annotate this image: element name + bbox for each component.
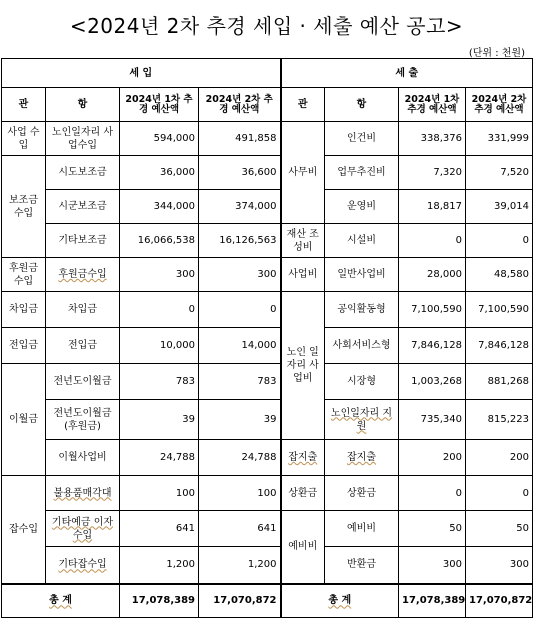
- income-hang-cell: 차입금: [46, 292, 120, 328]
- expense-total-label: 총 계: [281, 584, 399, 618]
- budget-table: [1, 58, 533, 618]
- income-value-cell: 491,858: [199, 122, 281, 156]
- expense-value-cell: 300: [466, 547, 533, 584]
- expense-value-cell: 39,014: [466, 190, 533, 224]
- income-hang-cell: 전년도이월금 (후원금): [46, 400, 120, 440]
- income-section-header: 세 입: [2, 59, 281, 88]
- income-hang-cell: 기타보조금: [46, 224, 120, 258]
- income-hang-cell: 전입금: [46, 328, 120, 364]
- page-title: <2024년 2차 추경 세입 · 세출 예산 공고>: [69, 14, 464, 38]
- expense-value-cell: 815,223: [466, 400, 533, 440]
- expense-value-cell: 0: [399, 224, 466, 258]
- income-value-cell: 36,000: [120, 156, 199, 190]
- expense-gwan-header: 관: [281, 88, 325, 122]
- income-gwan-header: 관: [2, 88, 46, 122]
- income-gwan-cell: 이월금: [2, 364, 46, 476]
- expense-value-cell: 7,100,590: [466, 292, 533, 328]
- expense-gwan-cell: 상환금: [281, 476, 325, 511]
- income-hang-cell: 노인일자리 사업수입: [46, 122, 120, 156]
- income-hang-cell: 이월사업비: [46, 440, 120, 476]
- expense-value-cell: 331,999: [466, 122, 533, 156]
- income-value-cell: 16,126,563: [199, 224, 281, 258]
- expense-hang-cell: 예비비: [325, 511, 399, 547]
- expense-hang-header: 항: [325, 88, 399, 122]
- expense-gwan-cell: 재산 조성비: [281, 224, 325, 258]
- expense-gwan-cell: 예비비: [281, 511, 325, 584]
- expense-value-cell: 7,320: [399, 156, 466, 190]
- expense-value-cell: 200: [399, 440, 466, 476]
- expense-hang-cell: 공익활동형: [325, 292, 399, 328]
- income-value-cell: 641: [120, 511, 199, 547]
- expense-hang-cell: 시장형: [325, 364, 399, 400]
- expense-total-value: 17,070,872: [466, 584, 533, 618]
- income-total-value: 17,078,389: [120, 584, 199, 618]
- expense-hang-cell: 상환금: [325, 476, 399, 511]
- income-gwan-cell: 후원금 수입: [2, 258, 46, 292]
- income-value-cell: 641: [199, 511, 281, 547]
- expense-value-cell: 0: [466, 476, 533, 511]
- income-col2-header: 2024년 2차 추경 예산액: [199, 88, 281, 122]
- income-value-cell: 344,000: [120, 190, 199, 224]
- income-value-cell: 39: [120, 400, 199, 440]
- expense-value-cell: 7,520: [466, 156, 533, 190]
- income-value-cell: 100: [199, 476, 281, 511]
- income-value-cell: 100: [120, 476, 199, 511]
- income-value-cell: 14,000: [199, 328, 281, 364]
- expense-col2-header: 2024년 2차 추경 예산액: [466, 88, 533, 122]
- income-value-cell: 0: [120, 292, 199, 328]
- income-gwan-cell: 잡수입: [2, 476, 46, 584]
- income-hang-cell: 시군보조금: [46, 190, 120, 224]
- income-value-cell: 39: [199, 400, 281, 440]
- expense-gwan-cell: 사무비: [281, 122, 325, 224]
- income-value-cell: 0: [199, 292, 281, 328]
- expense-value-cell: 881,268: [466, 364, 533, 400]
- income-value-cell: 10,000: [120, 328, 199, 364]
- expense-value-cell: 0: [399, 476, 466, 511]
- expense-section-header: 세 출: [281, 59, 533, 88]
- expense-value-cell: 50: [399, 511, 466, 547]
- income-value-cell: 783: [199, 364, 281, 400]
- expense-value-cell: 18,817: [399, 190, 466, 224]
- unit-label: (단위 : 천원): [468, 48, 525, 59]
- income-col1-header: 2024년 1차 추경 예산액: [120, 88, 199, 122]
- expense-gwan-cell: 사업비: [281, 258, 325, 292]
- income-gwan-cell: 차입금: [2, 292, 46, 328]
- income-hang-cell: 불용품매각대: [46, 476, 120, 511]
- income-value-cell: 594,000: [120, 122, 199, 156]
- expense-hang-cell: 인건비: [325, 122, 399, 156]
- expense-hang-cell: 노인일자리 지원: [325, 400, 399, 440]
- expense-value-cell: 48,580: [466, 258, 533, 292]
- income-hang-cell: 기타예금 이자수입: [46, 511, 120, 547]
- expense-value-cell: 7,846,128: [466, 328, 533, 364]
- expense-value-cell: 735,340: [399, 400, 466, 440]
- expense-hang-cell: 잡지출: [325, 440, 399, 476]
- income-hang-cell: 기타잡수입: [46, 547, 120, 584]
- income-value-cell: 374,000: [199, 190, 281, 224]
- income-total-value: 17,070,872: [199, 584, 281, 618]
- income-total-label: 총 계: [2, 584, 120, 618]
- expense-gwan-cell: 잡지출: [281, 440, 325, 476]
- income-value-cell: 24,788: [120, 440, 199, 476]
- expense-hang-cell: 일반사업비: [325, 258, 399, 292]
- expense-value-cell: 0: [466, 224, 533, 258]
- expense-gwan-cell: 노인 일자리 사업비: [281, 292, 325, 440]
- income-value-cell: 16,066,538: [120, 224, 199, 258]
- income-hang-header: 항: [46, 88, 120, 122]
- income-hang-cell: 시도보조금: [46, 156, 120, 190]
- expense-value-cell: 1,003,268: [399, 364, 466, 400]
- expense-hang-cell: 업무추진비: [325, 156, 399, 190]
- income-value-cell: 300: [120, 258, 199, 292]
- income-hang-cell: 전년도이월금: [46, 364, 120, 400]
- income-gwan-cell: 사업 수입: [2, 122, 46, 156]
- income-value-cell: 36,600: [199, 156, 281, 190]
- expense-value-cell: 338,376: [399, 122, 466, 156]
- expense-value-cell: 7,846,128: [399, 328, 466, 364]
- income-value-cell: 24,788: [199, 440, 281, 476]
- income-value-cell: 1,200: [199, 547, 281, 584]
- expense-hang-cell: 시설비: [325, 224, 399, 258]
- expense-col1-header: 2024년 1차 추경 예산액: [399, 88, 466, 122]
- expense-value-cell: 7,100,590: [399, 292, 466, 328]
- expense-hang-cell: 반환금: [325, 547, 399, 584]
- income-gwan-cell: 전입금: [2, 328, 46, 364]
- income-hang-cell: 후원금수입: [46, 258, 120, 292]
- expense-hang-cell: 운영비: [325, 190, 399, 224]
- expense-hang-cell: 사회서비스형: [325, 328, 399, 364]
- expense-value-cell: 28,000: [399, 258, 466, 292]
- income-gwan-cell: 보조금 수입: [2, 156, 46, 258]
- income-value-cell: 300: [199, 258, 281, 292]
- expense-value-cell: 300: [399, 547, 466, 584]
- expense-total-value: 17,078,389: [399, 584, 466, 618]
- expense-value-cell: 50: [466, 511, 533, 547]
- income-value-cell: 1,200: [120, 547, 199, 584]
- expense-value-cell: 200: [466, 440, 533, 476]
- income-value-cell: 783: [120, 364, 199, 400]
